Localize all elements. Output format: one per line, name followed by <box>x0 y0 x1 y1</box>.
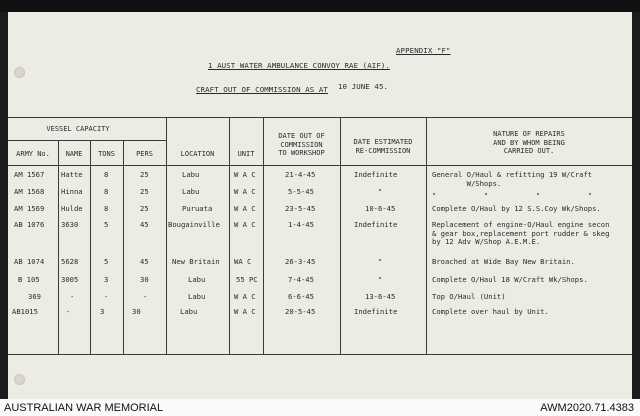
cell-location: Labu <box>188 275 206 284</box>
punch-hole-top <box>14 67 25 78</box>
archive-footer <box>0 399 640 416</box>
cell-location: New Britain <box>172 257 220 266</box>
cell-name: 3005 <box>61 275 79 284</box>
footer-accession-number: AWM2020.71.4383 <box>540 402 634 414</box>
cell-date-out: 21-4-45 <box>285 170 316 179</box>
cell-name: 5628 <box>61 257 79 266</box>
cell-nature: Complete over haul by Unit. <box>432 307 549 316</box>
cell-date-estimated: 13-6-45 <box>365 292 396 301</box>
cell-name: Hulde <box>61 204 83 213</box>
cell-army-no: AM 1567 <box>14 170 45 179</box>
cell-date-estimated: " <box>378 187 383 196</box>
cell-tons: 8 <box>104 187 109 196</box>
cell-unit: W A C <box>234 307 256 316</box>
cell-nature: Broached at Wide Bay New Britain. <box>432 257 575 266</box>
cell-tons: 8 <box>104 204 109 213</box>
cell-unit: W A C <box>234 292 256 301</box>
cell-nature: " " " " <box>432 191 593 200</box>
cell-pers: 45 <box>140 257 149 266</box>
cell-date-out: 20-5-45 <box>285 307 316 316</box>
subtitle-prefix: CRAFT OUT OF COMMISSION AS AT <box>196 85 328 94</box>
header-army-no: ARMY No. <box>16 150 50 158</box>
cell-location: Labu <box>182 170 200 179</box>
cell-location: Labu <box>188 292 206 301</box>
cell-pers: 25 <box>140 187 149 196</box>
cell-name: 3630 <box>61 220 79 229</box>
cell-tons: 3 <box>100 307 105 316</box>
table-bottom-rule <box>8 354 632 355</box>
cell-pers: 25 <box>140 170 149 179</box>
cell-tons: 3 <box>104 275 109 284</box>
cell-army-no: AB 1076 <box>14 220 45 229</box>
document-page <box>8 12 632 399</box>
cell-army-no: 369 <box>28 292 41 301</box>
cell-army-no: AM 1568 <box>14 187 45 196</box>
cell-nature: Top O/Haul (Unit) <box>432 292 506 301</box>
header-vessel-capacity: VESSEL CAPACITY <box>46 125 110 133</box>
header-nature-of-repairs: NATURE OF REPAIRS AND BY WHOM BEING CARRIED OUT. <box>493 130 565 155</box>
cell-date-estimated: " <box>378 275 383 284</box>
cell-pers: 30 <box>140 275 149 284</box>
cell-location: Puruata <box>182 204 213 213</box>
header-bottom-rule <box>8 165 632 166</box>
cell-location: Labu <box>180 307 198 316</box>
cell-nature: General O/Haul & refitting 19 W/Craft W/Shops. <box>432 170 593 188</box>
cell-location: Labu <box>182 187 200 196</box>
cell-date-out: 5-5-45 <box>288 187 314 196</box>
cell-date-out: 6-6-45 <box>288 292 314 301</box>
cell-army-no: AB 1074 <box>14 257 45 266</box>
cell-date-estimated: Indefinite <box>354 307 398 316</box>
cell-pers: 25 <box>140 204 149 213</box>
cell-unit: 55 PC <box>236 275 258 284</box>
cell-date-out: 26-3-45 <box>285 257 316 266</box>
cell-pers: 45 <box>140 220 149 229</box>
header-pers: PERS <box>136 150 153 158</box>
cell-unit: W A C <box>234 220 256 229</box>
cell-pers: - <box>143 292 148 301</box>
cell-name: - <box>66 307 71 316</box>
cell-date-out: 23-5-45 <box>285 204 316 213</box>
col-divider <box>90 140 91 354</box>
top-border <box>0 0 640 12</box>
cell-date-out: 1-4-45 <box>288 220 314 229</box>
header-unit: UNIT <box>237 150 255 158</box>
cell-army-no: AB1015 <box>12 307 38 316</box>
cell-name: Hinna <box>61 187 83 196</box>
cell-unit: W A C <box>234 170 256 179</box>
footer-institution: AUSTRALIAN WAR MEMORIAL <box>4 402 164 414</box>
header-date-out: DATE OUT OF COMMISSION TO WORKSHOP <box>278 132 325 157</box>
cell-name: Hatte <box>61 170 83 179</box>
col-divider <box>58 140 59 354</box>
cell-army-no: AM 1569 <box>14 204 45 213</box>
appendix-label: APPENDIX "F" <box>396 46 451 55</box>
cell-date-estimated: 10-6-45 <box>365 204 396 213</box>
subtitle-date: 10 JUNE 45. <box>338 82 389 91</box>
cell-tons: 5 <box>104 257 109 266</box>
cell-location: Bougainville <box>168 220 220 229</box>
cell-nature: Complete O/Haul by 12 S.S.Coy Wk/Shops. <box>432 204 601 213</box>
col-divider <box>123 140 124 354</box>
cell-date-estimated: Indefinite <box>354 220 398 229</box>
cell-tons: 5 <box>104 220 109 229</box>
header-tons: TONS <box>98 150 115 158</box>
cell-pers: 30 <box>132 307 141 316</box>
punch-hole-bottom <box>14 374 25 385</box>
cell-date-estimated: " <box>378 257 383 266</box>
cell-army-no: B 105 <box>18 275 40 284</box>
header-name: NAME <box>65 150 83 158</box>
cell-tons: - <box>104 292 109 301</box>
cell-unit: WA C <box>234 257 252 266</box>
cell-date-out: 7-4-45 <box>288 275 314 284</box>
cell-unit: W A C <box>234 187 256 196</box>
cell-date-estimated: Indefinite <box>354 170 398 179</box>
table-top-rule <box>8 117 632 118</box>
cell-nature: Replacement of engine-O/Haul engine secon & gear box,replacement port rudder & skeg by 12 Adv W/Shop A.E.M.E. <box>432 220 610 246</box>
cell-name: - <box>70 292 75 301</box>
unit-title: 1 AUST WATER AMBULANCE CONVOY RAE (AIF). <box>208 61 390 70</box>
capacity-group-rule <box>8 140 166 141</box>
cell-nature: Complete O/Haul 18 W/Craft Wk/Shops. <box>432 275 588 284</box>
header-date-estimated: DATE ESTIMATED RE-COMMISSION <box>353 138 413 155</box>
cell-tons: 8 <box>104 170 109 179</box>
cell-unit: W A C <box>234 204 256 213</box>
header-location: LOCATION <box>180 150 215 158</box>
